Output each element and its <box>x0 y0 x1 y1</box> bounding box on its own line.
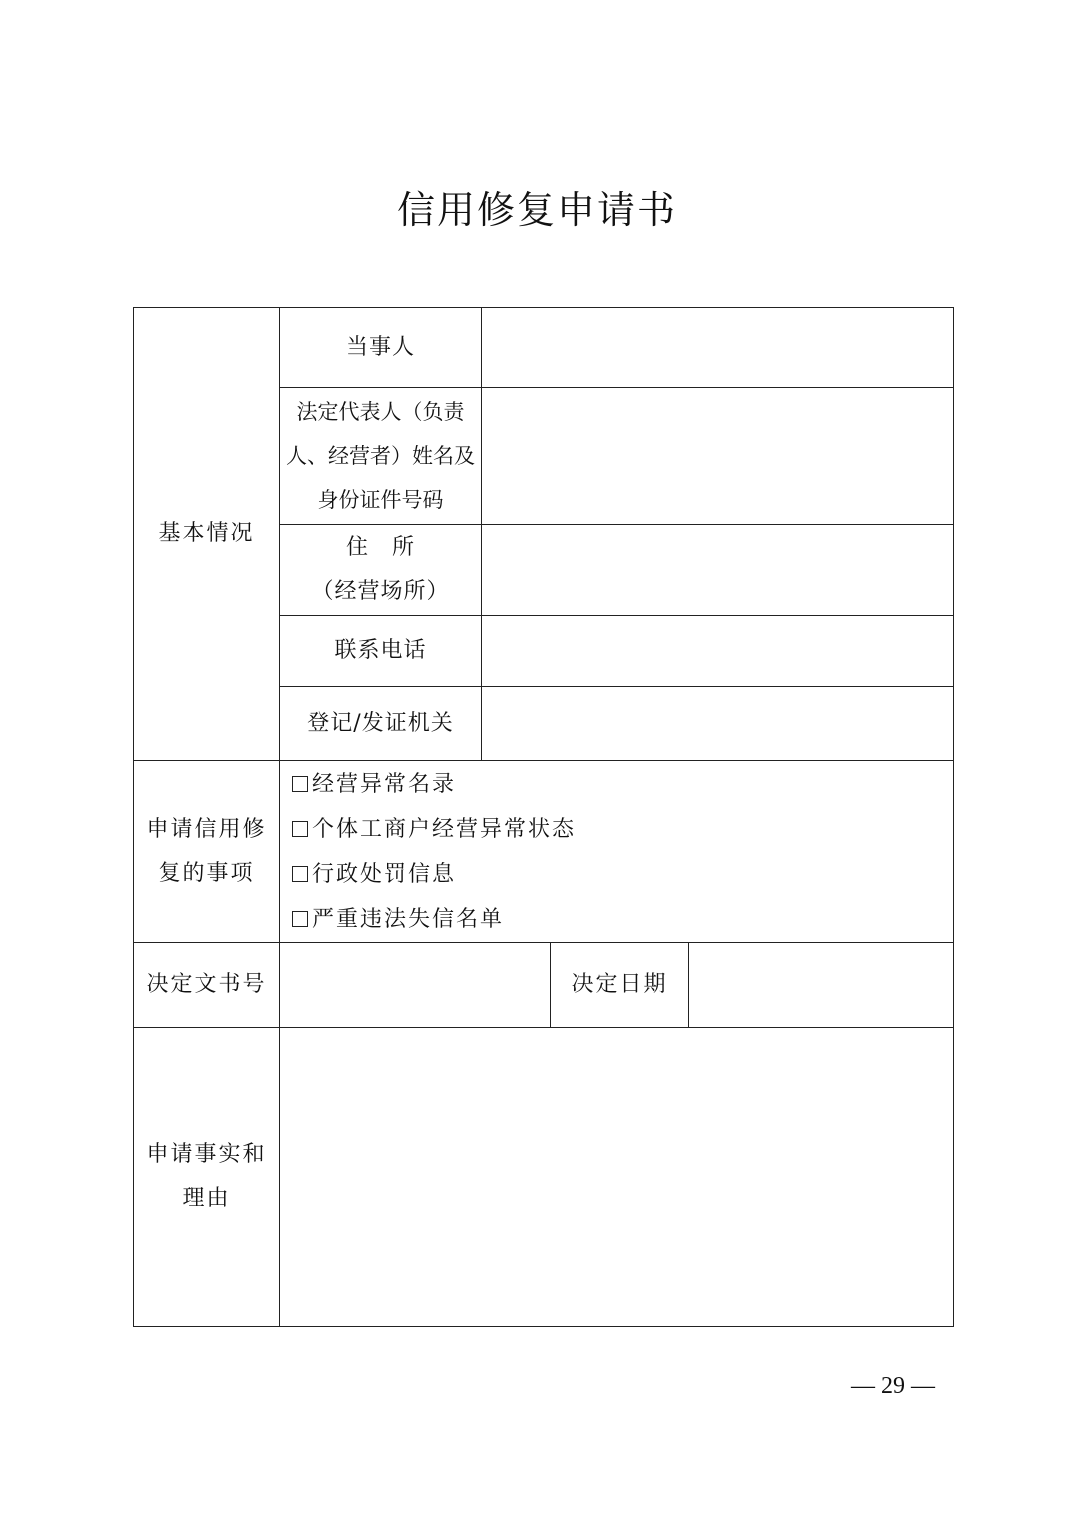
phone-field[interactable] <box>482 616 954 687</box>
authority-field[interactable] <box>482 687 954 761</box>
address-label <box>280 525 482 616</box>
repair-items-options <box>280 761 954 943</box>
page-title: 信用修复申请书 <box>396 188 677 232</box>
credit-repair-form <box>133 307 954 1327</box>
legal-rep-field[interactable] <box>482 388 954 525</box>
party-label <box>280 308 482 388</box>
address-field[interactable] <box>482 525 954 616</box>
facts-label-line1: 申请事实和 <box>146 1142 267 1167</box>
decision-doc-no-label-text: 决定文书号 <box>146 972 267 997</box>
party-label-text: 当事人 <box>345 334 415 360</box>
phone-label-text: 联系电话 <box>334 638 427 663</box>
repair-items-label-line2: 复的事项 <box>158 860 255 886</box>
address-label-line2: （经营场所） <box>311 579 450 604</box>
facts-label-line2: 理由 <box>182 1186 231 1211</box>
checkbox-icon[interactable] <box>292 911 308 927</box>
decision-date-field[interactable] <box>689 943 954 1028</box>
legal-rep-label-line1: 法定代表人（负责 <box>296 400 465 424</box>
basic-info-label <box>134 308 280 761</box>
checkbox-icon[interactable] <box>292 821 308 837</box>
page-number: — 29 — <box>851 1373 935 1399</box>
legal-rep-label <box>280 388 482 525</box>
decision-doc-no-label <box>134 943 280 1028</box>
decision-doc-no-field[interactable] <box>280 943 551 1028</box>
option-admin-penalty[interactable] <box>292 852 953 897</box>
option-label: 个体工商户经营异常状态 <box>312 816 577 842</box>
option-individual-abnormal[interactable] <box>292 807 953 852</box>
checkbox-icon[interactable] <box>292 866 308 882</box>
facts-label <box>134 1028 280 1327</box>
authority-label-text: 登记/发证机关 <box>307 710 454 736</box>
legal-rep-label-line2: 人、经营者）姓名及 <box>286 444 475 468</box>
decision-date-label <box>551 943 689 1028</box>
address-label-line1: 住 所 <box>345 535 415 560</box>
decision-date-label-text: 决定日期 <box>571 972 668 997</box>
option-serious-dishonesty[interactable] <box>292 897 953 942</box>
option-label: 经营异常名录 <box>312 771 457 797</box>
option-label: 行政处罚信息 <box>312 861 457 887</box>
legal-rep-label-line3: 身份证件号码 <box>317 488 444 512</box>
party-field[interactable] <box>482 308 954 388</box>
checkbox-icon[interactable] <box>292 776 308 792</box>
option-label: 严重违法失信名单 <box>312 906 505 932</box>
authority-label <box>280 687 482 761</box>
option-abnormal-list[interactable] <box>292 762 953 807</box>
facts-field[interactable] <box>280 1028 954 1327</box>
repair-items-label <box>134 761 280 943</box>
phone-label <box>280 616 482 687</box>
basic-info-label-text: 基本情况 <box>158 521 255 546</box>
repair-items-label-line1: 申请信用修 <box>146 816 267 842</box>
